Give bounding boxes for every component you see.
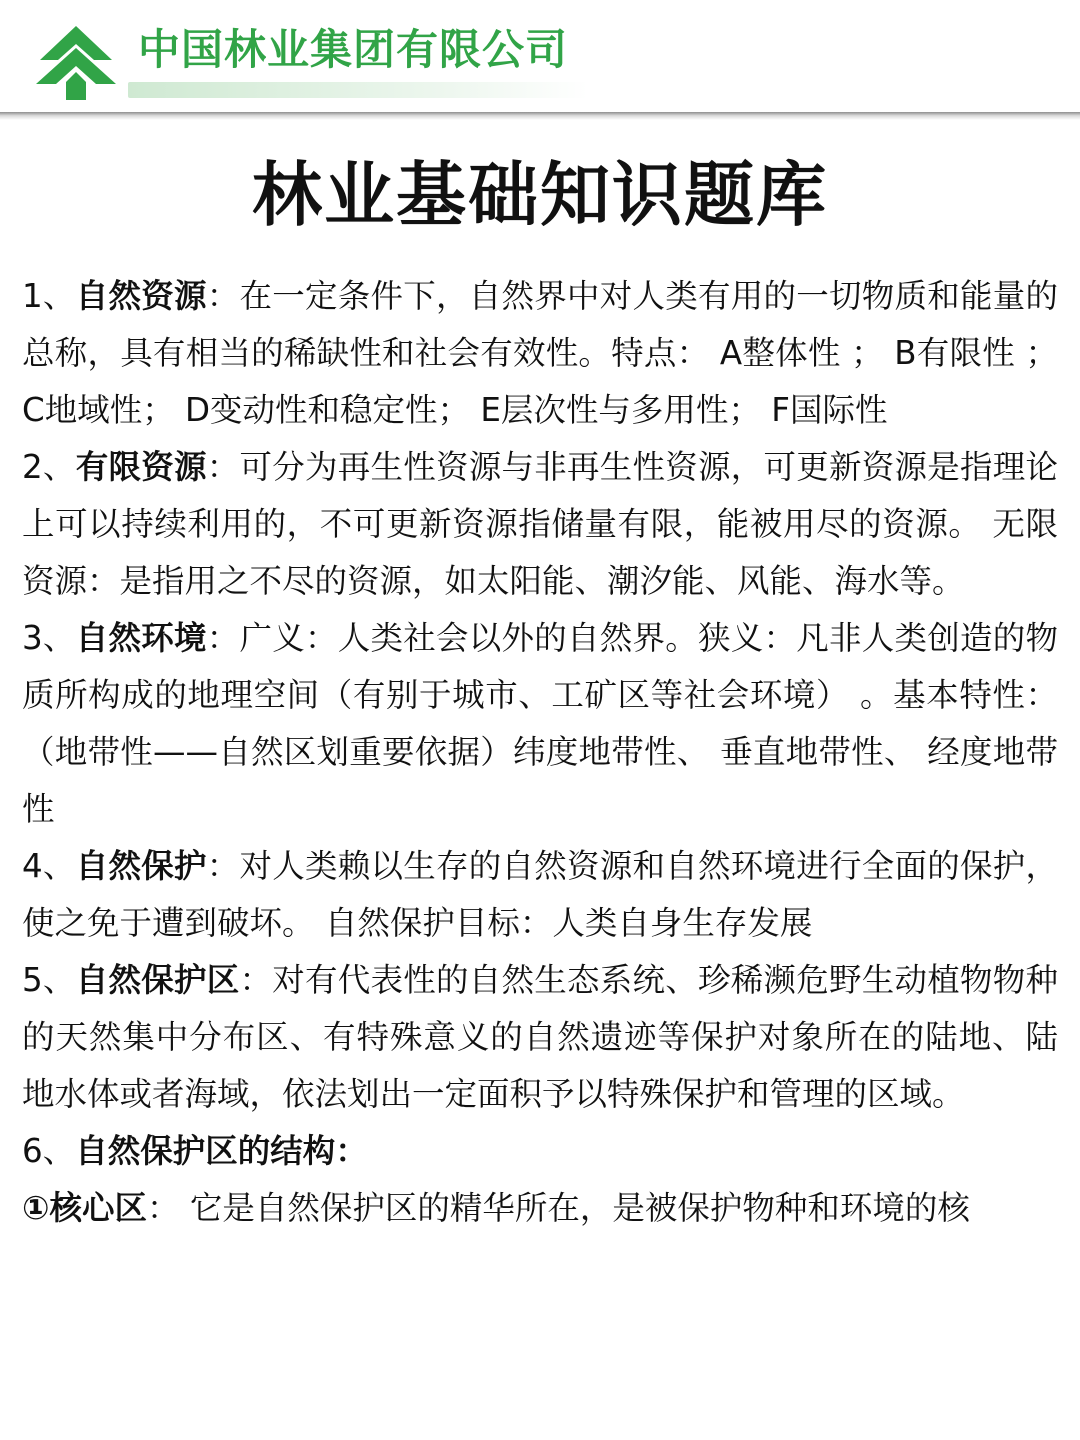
- list-item: [22, 952, 1058, 1123]
- item-number: 6、: [22, 1132, 76, 1170]
- item-number: 1、: [22, 277, 76, 315]
- header: [0, 0, 1080, 114]
- page-title: 林业基础知识题库: [252, 154, 828, 236]
- list-item: [22, 610, 1058, 838]
- item-number: 5、: [22, 961, 76, 999]
- list-item: [22, 439, 1058, 610]
- list-item: [22, 1123, 1058, 1180]
- item-text: ：在一定条件下，自然界中对人类有用的一切物质和能量的总称，具有相当的稀缺性和社会有效性。特点： A整体性 ； B有限性 ； C地域性； D变动性和稳定性； E层次性与多用性； F国际性: [22, 277, 1058, 429]
- question-list: [22, 268, 1058, 1237]
- item-term: 自然环境: [75, 619, 207, 657]
- tree-logo-icon: [34, 24, 118, 102]
- item-term: 自然保护区的结构：: [75, 1132, 368, 1170]
- list-item: [22, 268, 1058, 439]
- item-text: ：对有代表性的自然生态系统、珍稀濒危野生动植物物种的天然集中分布区、有特殊意义的自然遗迹等保护对象所在的陆地、陆地水体或者海域，依法划出一定面积予以特殊保护和管理的区域。: [22, 961, 1058, 1113]
- item-text: ： 它是自然保护区的精华所在，是被保护物种和环境的核: [147, 1189, 970, 1227]
- list-item: [22, 838, 1058, 952]
- item-number: 4、: [22, 847, 76, 885]
- header-divider: [0, 112, 1080, 120]
- item-text: ：可分为再生性资源与非再生性资源，可更新资源是指理论上可以持续利用的，不可更新资源指储量有限，能被用尽的资源。 无限资源：是指用之不尽的资源，如太阳能、潮汐能、风能、海水等。: [22, 448, 1058, 600]
- list-item: [22, 1180, 1058, 1237]
- company-name: 中国林业集团有限公司: [138, 25, 569, 74]
- company-name-underline: [128, 82, 588, 98]
- item-term: 自然资源: [75, 277, 207, 315]
- item-number: 2、: [22, 448, 76, 486]
- item-text: ：广义：人类社会以外的自然界。狭义：凡非人类创造的物质所构成的地理空间（有别于城市、工矿区等社会环境） 。基本特性： （地带性——自然区划重要依据）纬度地带性、 垂直地带性、 经度地带性: [22, 619, 1058, 828]
- item-term: 自然保护: [75, 847, 207, 885]
- item-text: ：对人类赖以生存的自然资源和自然环境进行全面的保护，使之免于遭到破坏。 自然保护目标：人类自身生存发展: [22, 847, 1058, 942]
- item-term: ①核心区: [22, 1189, 148, 1227]
- item-term: 自然保护区: [75, 961, 240, 999]
- item-term: 有限资源: [75, 448, 207, 486]
- item-number: 3、: [22, 619, 76, 657]
